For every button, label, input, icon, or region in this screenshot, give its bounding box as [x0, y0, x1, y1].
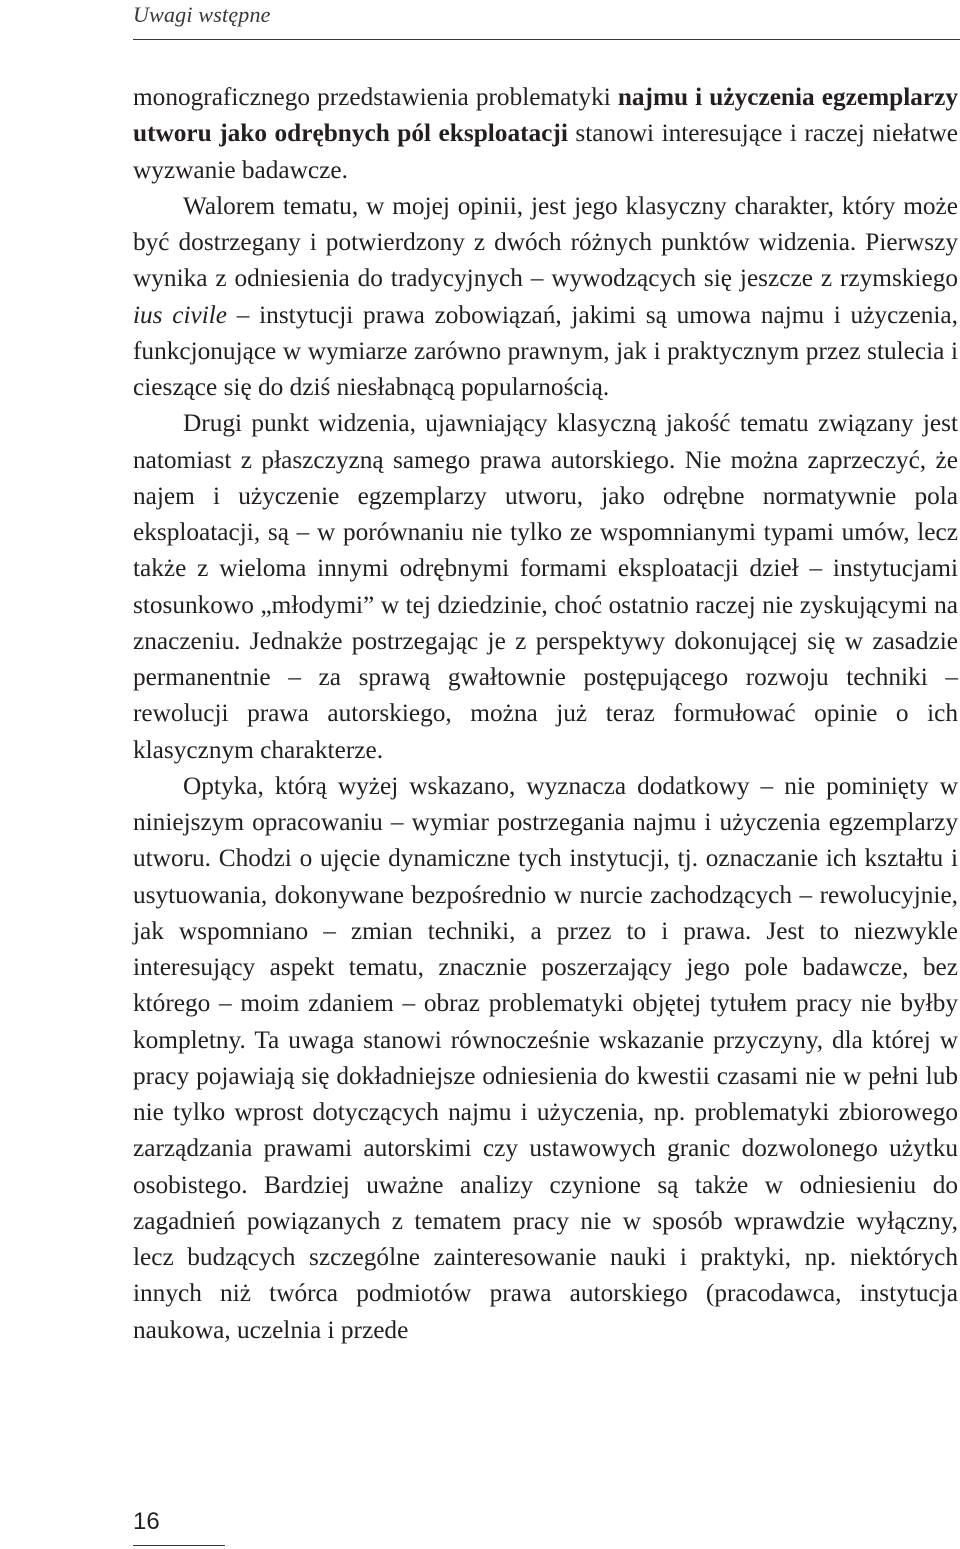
footer-rule — [133, 1545, 225, 1546]
paragraph-1-bold-phrase: najmu i użyczenia egzemplarzy utworu jako odrębnych pól eksploatacji — [133, 83, 958, 148]
paragraph-2-italic-term: ius civile — [133, 300, 228, 329]
paragraph-2 — [133, 188, 958, 406]
body-text — [133, 79, 958, 1348]
header-rule — [133, 39, 960, 40]
paragraph-1-text-b: stanowi interesujące i raczej niełatwe wyzwanie badawcze. — [133, 119, 958, 184]
paragraph-2-text-b: – instytucji prawa zobowiązań, jakimi są umowa najmu i użyczenia, funkcjonujące w wymiarze zarówno prawnym, jak i praktycznym przez stulecia i cieszące się do dziś niesłabnącą popularnością. — [133, 300, 958, 401]
paragraph-1 — [133, 79, 958, 188]
paragraph-4: Optyka, którą wyżej wskazano, wyznacza dodatkowy – nie pominięty w niniejszym opracowaniu – wymiar postrzegania najmu i użyczenia egzemplarzy utworu. Chodzi o ujęcie dynamiczne tych instytucji, tj. oznaczanie ich kształtu i usytuowania, dokonywane bezpośrednio w nurcie zachodzących – rewolucyjnie, jak wspomniano – zmian techniki, a przez to i prawa. Jest to niezwykle interesujący aspekt tematu, znacznie poszerzający jego pole badawcze, bez którego – moim zdaniem – obraz problematyki objętej tytułem pracy nie byłby kompletny. Ta uwaga stanowi równocześnie wskazanie przyczyny, dla której w pracy pojawiają się dokładniejsze odniesienia do kwestii czasami nie w pełni lub nie tylko wprost dotyczących najmu i użyczenia, np. problematyki zbiorowego zarządzania prawami autorskimi czy ustawowych granic dozwolonego użytku osobistego. Bardziej uważne analizy czynione są także w odniesieniu do zagadnień powiązanych z tematem pracy nie w sposób wprawdzie wyłączny, lecz budzących szczególne zainteresowanie nauki i praktyki, np. niektórych innych niż twórca podmiotów prawa autorskiego (pracodawca, instytucja naukowa, uczelnia i przede — [133, 771, 958, 1344]
paragraph-1-text-a: monograficznego przedstawienia problematyki — [133, 83, 618, 111]
page-number: 16 — [133, 1508, 160, 1535]
running-head-title: Uwagi wstępne — [133, 2, 271, 27]
paragraph-3: Drugi punkt widzenia, ujawniający klasyczną jakość tematu związany jest natomiast z płaszczyzną samego prawa autorskiego. Nie można zaprzeczyć, że najem i użyczenie egzemplarzy utworu, jako odrębne normatywnie pola eksploatacji, są – w porównaniu nie tylko ze wspomnianymi typami umów, lecz także z wieloma innymi odrębnymi formami eksploatacji dzieł – instytucjami stosunkowo „młodymi” w tej dziedzinie, choć ostatnio raczej nie zyskującymi na znaczeniu. Jednakże postrzegając je z perspektywy dokonującej się w zasadzie permanentnie – za sprawą gwałtownie postępującego rozwoju techniki – rewolucji prawa autorskiego, można już teraz formułować opinie o ich klasycznym charakterze. — [133, 409, 958, 764]
paragraph-2-text-a: Walorem tematu, w mojej opinii, jest jego klasyczny charakter, który może być dostrzegany i potwierdzony z dwóch różnych punktów widzenia. Pierwszy wynika z odniesienia do tradycyjnych – wywodzących się jeszcze z rzymskiego — [133, 191, 958, 293]
